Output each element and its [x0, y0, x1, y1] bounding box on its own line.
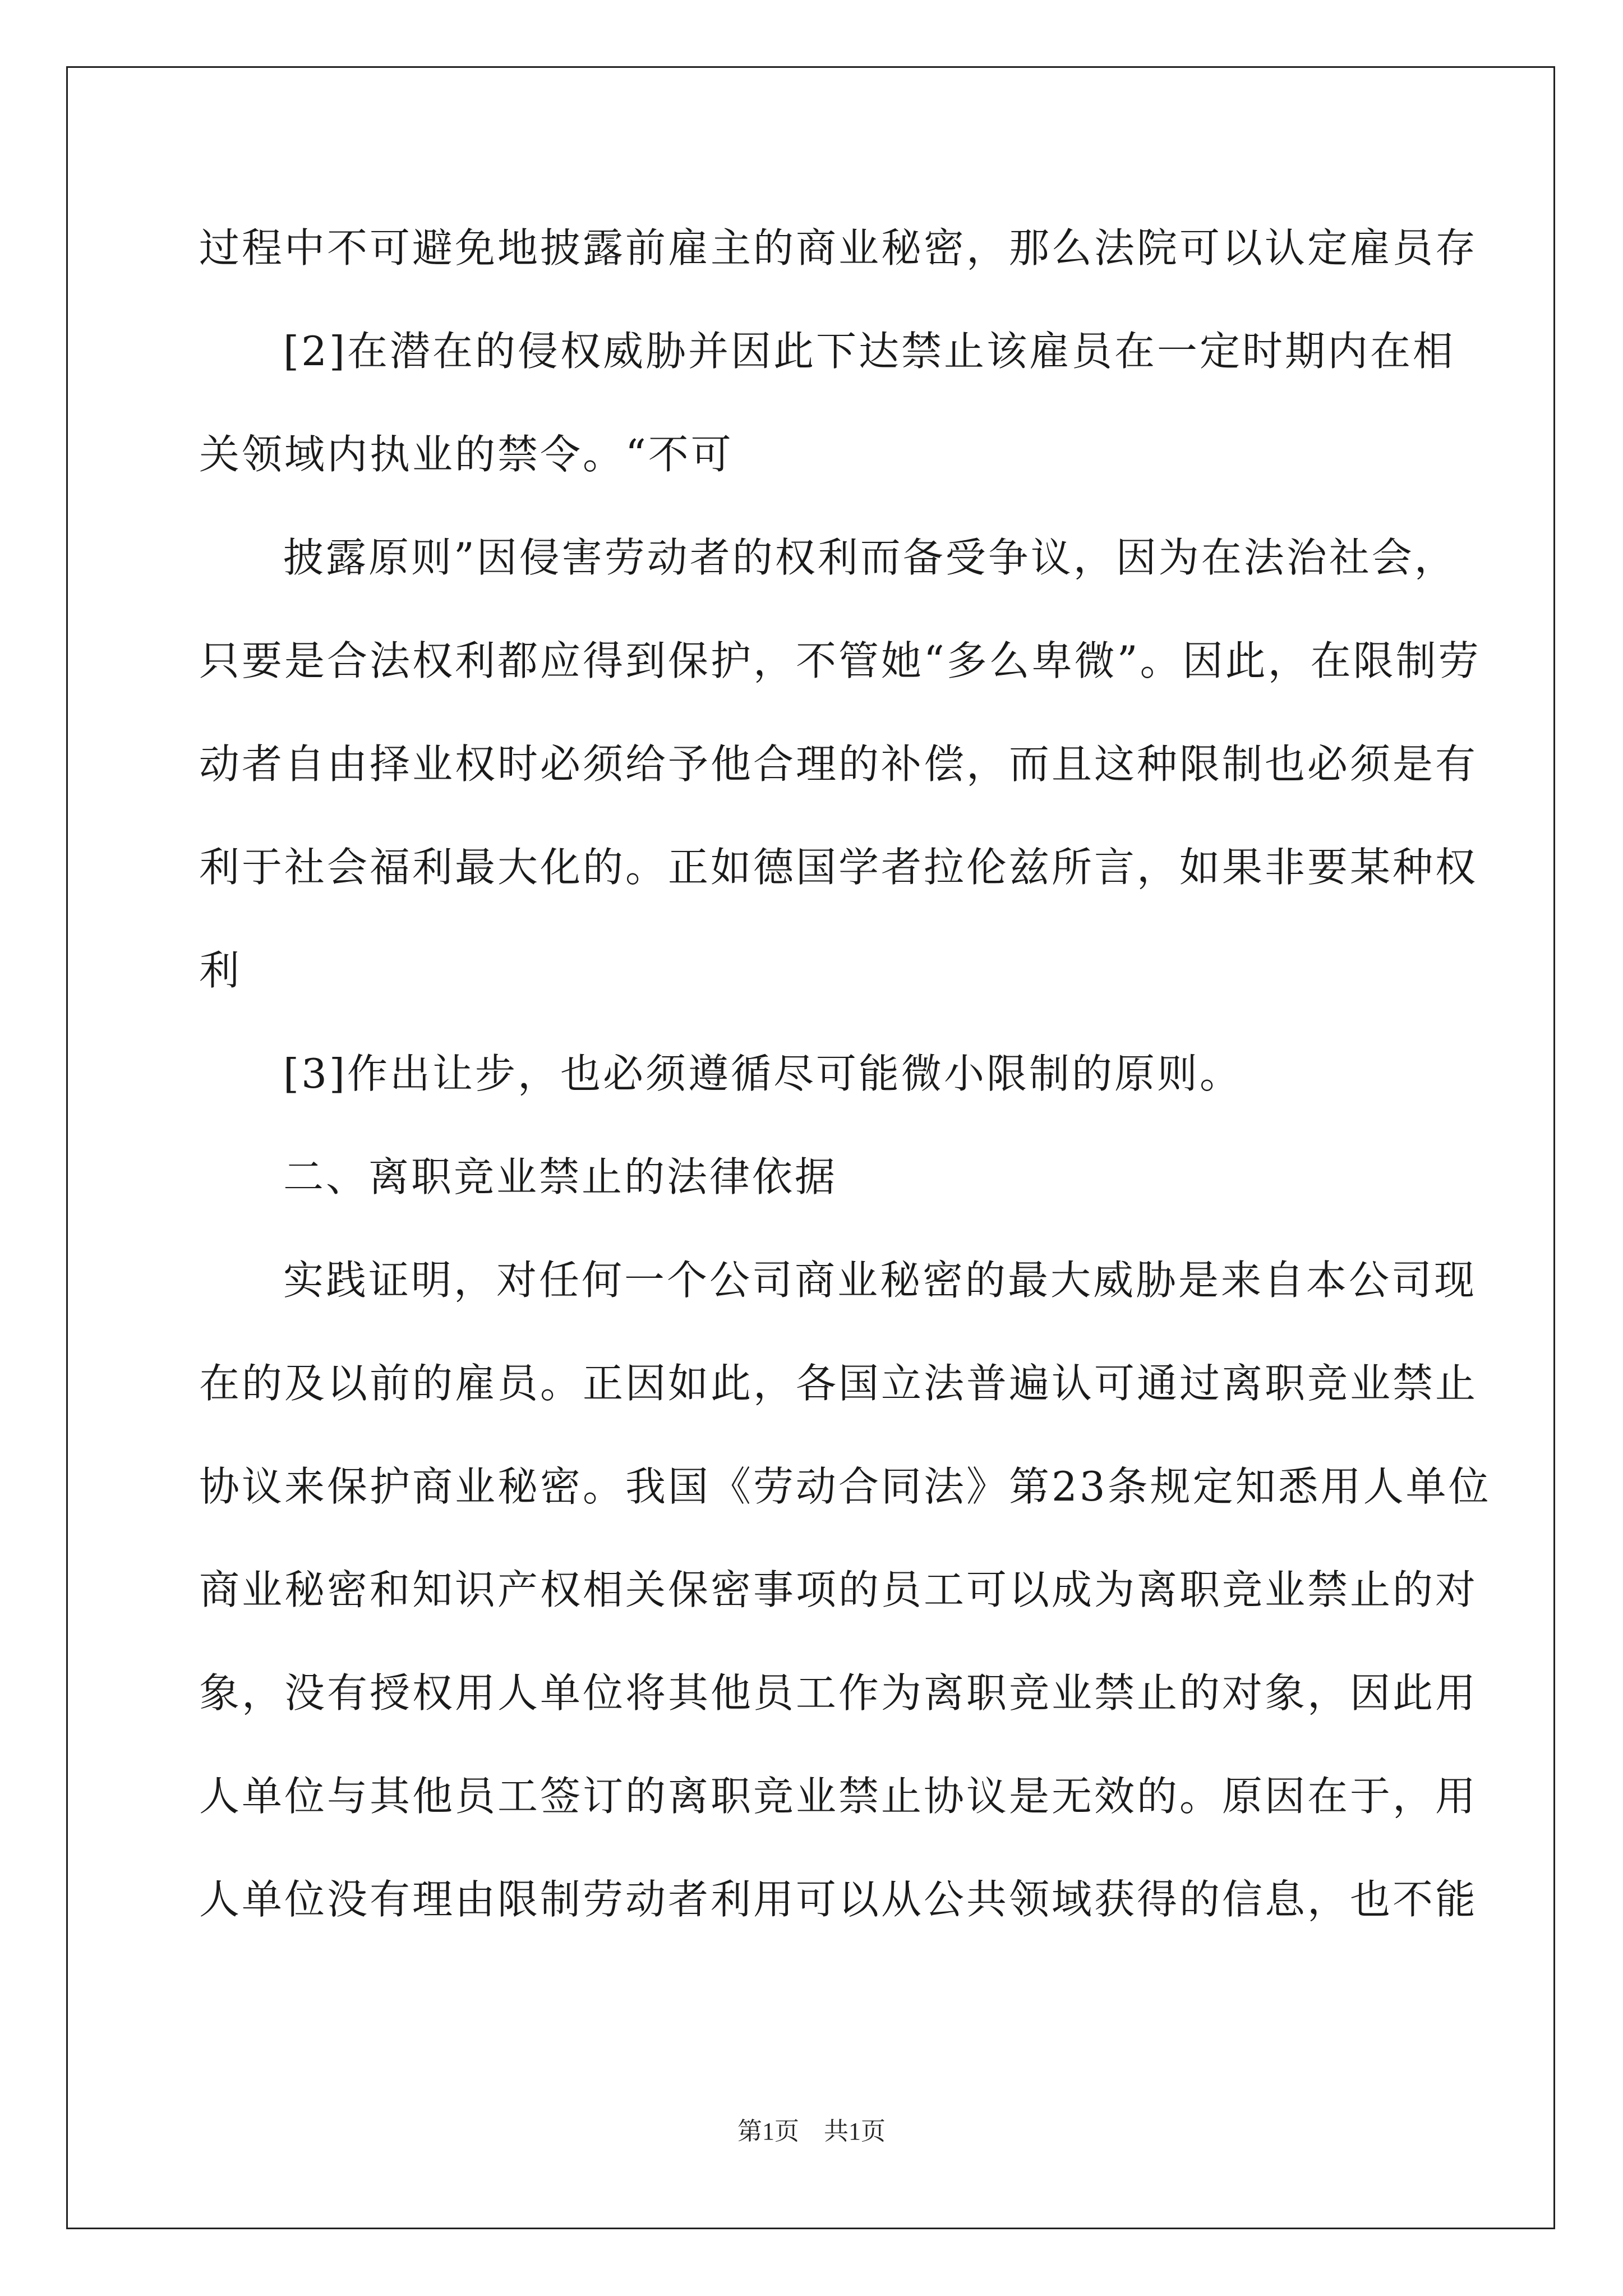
body-line-1: 过程中不可避免地披露前雇主的商业秘密，那么法院可以认定雇员存	[199, 224, 1478, 272]
body-line-17: 人单位没有理由限制劳动者利用可以从公共领域获得的信息，也不能	[199, 1876, 1478, 1923]
body-line-2: [2]在潜在的侵权威胁并因此下达禁止该雇员在一定时期内在相	[283, 328, 1455, 375]
page-footer: 第1页 共1页	[737, 2118, 886, 2145]
body-line-6: 动者自由择业权时必须给予他合理的补偿，而且这种限制也必须是有	[199, 740, 1478, 788]
body-line-9: [3]作出让步，也必须遵循尽可能微小限制的原则。	[283, 1050, 1242, 1097]
body-line-4: 披露原则”因侵害劳动者的权利而备受争议，因为在法治社会，	[283, 534, 1457, 581]
body-line-7: 利于社会福利最大化的。正如德国学者拉伦兹所言，如果非要某种权	[199, 844, 1478, 891]
body-line-5: 只要是合法权利都应得到保护，不管她“多么卑微”。因此，在限制劳	[199, 637, 1481, 684]
body-line-11: 实践证明，对任何一个公司商业秘密的最大威胁是来自本公司现	[283, 1257, 1477, 1304]
body-line-12: 在的及以前的雇员。正因如此，各国立法普遍认可通过离职竞业禁止	[199, 1360, 1478, 1407]
body-line-3: 关领域内执业的禁令。“不可	[199, 431, 734, 478]
body-line-16: 人单位与其他员工签订的离职竞业禁止协议是无效的。原因在于，用	[199, 1773, 1478, 1820]
body-line-13: 协议来保护商业秘密。我国《劳动合同法》第23条规定知悉用人单位	[199, 1463, 1491, 1510]
body-line-8: 利	[199, 947, 242, 994]
body-line-14: 商业秘密和知识产权相关保密事项的员工可以成为离职竞业禁止的对	[199, 1566, 1478, 1613]
body-line-15: 象，没有授权用人单位将其他员工作为离职竞业禁止的对象，因此用	[199, 1669, 1478, 1717]
section-heading: 二、离职竞业禁止的法律依据	[283, 1153, 838, 1200]
